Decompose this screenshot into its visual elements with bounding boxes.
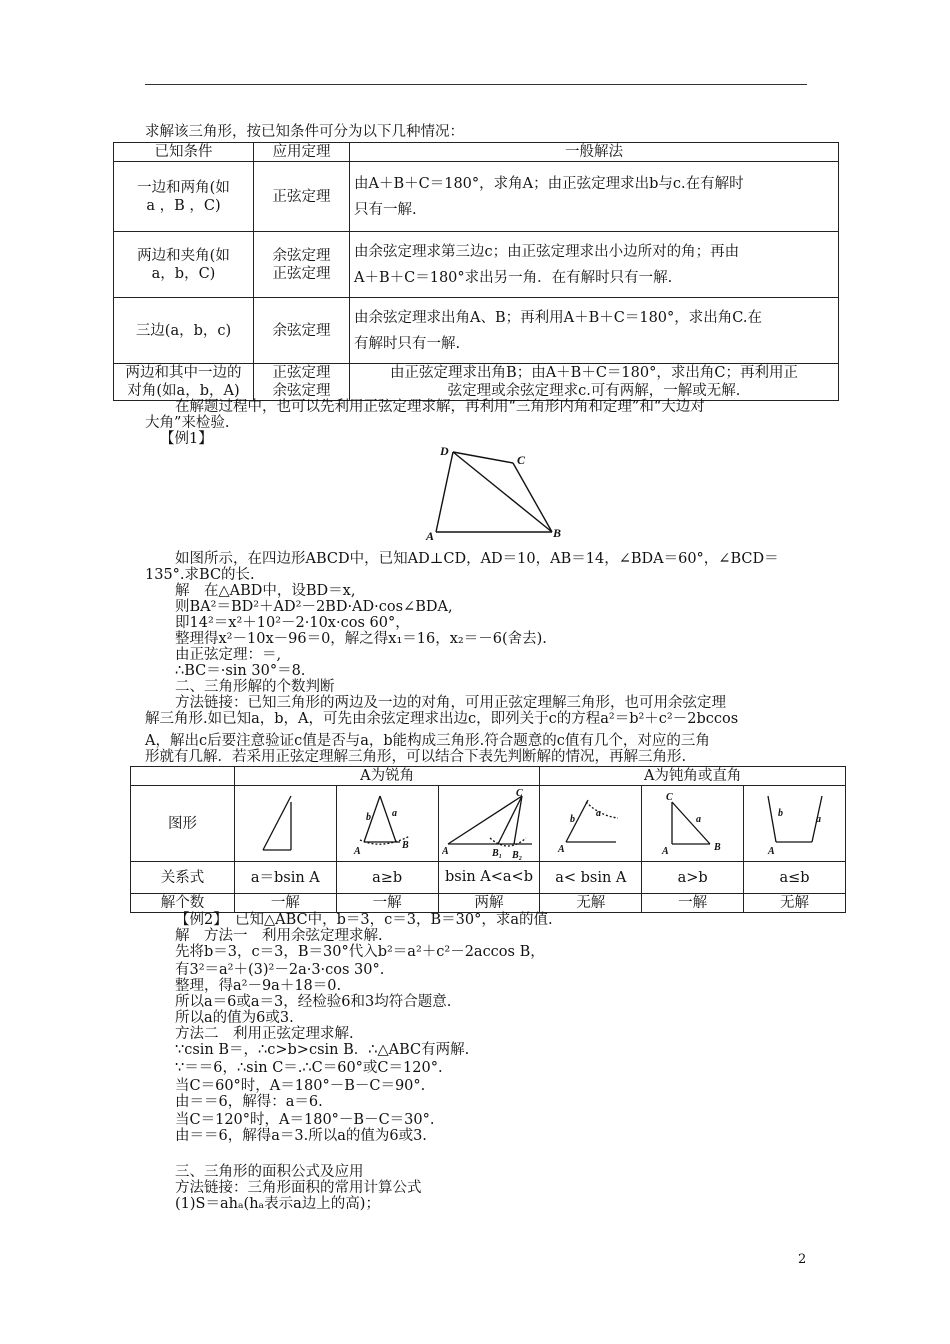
method-line: 由余弦定理求第三边c；由正弦定理求出小边所对的角；再由 (354, 243, 740, 260)
corner-cell (131, 767, 235, 786)
figure-a-geq-b (352, 792, 422, 856)
label-B: B (553, 526, 562, 540)
header-rule (145, 84, 807, 85)
row-label-relation: 关系式 (131, 862, 235, 894)
fig-label-a: a (695, 813, 701, 825)
cond-cell (114, 298, 254, 364)
ex2-line: 由＝＝6，解得a＝3.所以a的值为6或3. (175, 1128, 427, 1144)
cond-line: 两边和夹角(如 (137, 247, 230, 264)
fig-label-A: A (767, 845, 775, 856)
count-cell: 一解 (234, 894, 336, 913)
count-cell: 一解 (336, 894, 438, 913)
cond-line: 一边和两角(如 (137, 179, 230, 196)
ex2-line: 所以a的值为6或3. (175, 1010, 294, 1026)
ex1-line: 则BA²＝BD²＋AD²－2BD·AD·cos∠BDA, (175, 599, 453, 615)
fig-label-A: A (441, 845, 449, 857)
fig-label-b: b (777, 807, 783, 819)
relation-cell: a< bsin A (540, 862, 642, 894)
header-method: 一般解法 (350, 143, 839, 162)
method-cell (350, 364, 839, 401)
label-C: C (517, 453, 526, 467)
solution-count-table (130, 766, 846, 913)
fig-label-C: C (515, 787, 523, 799)
cond-line: a，b，C) (151, 265, 216, 282)
cond-line: 对角(如a，b，A) (127, 383, 240, 399)
thm-cell (254, 298, 350, 364)
ex1-line: 135°.求BC的长. (145, 567, 255, 583)
relation-cell: bsin A<a<b (438, 862, 540, 894)
row-label-figure: 图形 (131, 786, 235, 862)
acute-header: A为锐角 (234, 767, 540, 786)
method-link-line: 方法链接：已知三角形的两边及一边的对角，可用正弦定理解三角形，也可用余弦定理 (175, 695, 726, 711)
relation-cell: a＝bsin A (234, 862, 336, 894)
method-link-line: 解三角形.如已知a，b，A，可先由余弦定理求出边c，即列关于c的方程a²＝b²＋c²－2bccos (145, 711, 739, 727)
thm-cell (254, 232, 350, 298)
thm-line: 余弦定理 (272, 322, 331, 339)
fig-label-b: b (569, 813, 575, 825)
figure-cell-4 (540, 786, 642, 862)
obtuse-header: A为钝角或直角 (540, 767, 846, 786)
figure-cell-2 (336, 786, 438, 862)
fig-label-B2: B₂ (511, 849, 523, 860)
section3-heading: 三、三角形的面积公式及应用 (175, 1164, 364, 1180)
figure-cell-6 (744, 786, 846, 862)
figure-two-solutions (442, 788, 536, 860)
relation-cell: a>b (642, 862, 744, 894)
ex2-line: 有3²＝a²＋(3)²－2a·3·cos 30°. (175, 962, 385, 978)
ex2-line: 所以a＝6或a＝3，经检验6和3均符合题意. (175, 994, 452, 1010)
method-line: 有解时只有一解. (354, 335, 461, 352)
ex1-line: 由正弦定理：＝, (175, 647, 282, 663)
cond-cell (114, 232, 254, 298)
figure-cell-5 (642, 786, 744, 862)
count-cell: 无解 (744, 894, 846, 913)
fig-label-C: C (665, 791, 673, 803)
ex1-line: ∴BC＝·sin 30°＝8. (175, 663, 306, 679)
cond-line: 两边和其中一边的 (125, 365, 242, 381)
method-cell (350, 162, 839, 232)
ex1-line: 整理得x²－10x－96＝0，解之得x₁＝16，x₂＝－6(舍去). (175, 631, 547, 647)
header-known: 已知条件 (114, 143, 254, 162)
count-cell: 两解 (438, 894, 540, 913)
ex2-line: 解 方法一 利用余弦定理求解. (175, 928, 383, 944)
method-line: 弦定理或余弦定理求c.可有两解，一解或无解. (447, 383, 741, 399)
example2-title: 【例2】 已知△ABC中，b＝3，c＝3，B＝30°，求a的值. (175, 912, 553, 928)
label-A: A (426, 529, 435, 543)
thm-cell (254, 364, 350, 401)
cond-line: a ，B ，C) (146, 197, 221, 214)
count-cell: 一解 (642, 894, 744, 913)
thm-line: 正弦定理 (272, 265, 331, 282)
figure-cell-1 (234, 786, 336, 862)
thm-line: 余弦定理 (272, 247, 331, 264)
figure-no-solution (556, 792, 626, 856)
section3-line: (1)S＝ahₐ(hₐ表示a边上的高)； (175, 1196, 380, 1212)
relation-cell: a≥b (336, 862, 438, 894)
row-label-count: 解个数 (131, 894, 235, 913)
method-line: A＋B＋C＝180°求出另一角．在有解时只有一解. (354, 269, 673, 286)
fig-label-b: b (366, 811, 372, 823)
thm-line: 正弦定理 (272, 188, 331, 205)
ex1-line: 即14²＝x²＋10²－2·10x·cos 60°， (175, 615, 410, 631)
fig-label-A: A (557, 843, 565, 855)
method-line: 由余弦定理求出角A、B；再利用A＋B＋C＝180°，求出角C.在 (354, 309, 762, 326)
ex2-line: ∵csin B＝，∴c>b>csin B．∴△ABC有两解. (175, 1042, 470, 1058)
method-link-line: A，解出c后要注意验证c值是否与a，b能构成三角形.符合题意的c值有几个，对应的三角 (145, 733, 710, 749)
fig-label-A: A (354, 845, 361, 856)
fig-label-a: a (595, 807, 601, 819)
ex1-line: 解 在△ABD中，设BD＝x, (175, 583, 356, 599)
ex2-line: 方法二 利用正弦定理求解. (175, 1026, 354, 1042)
cond-line: 三边(a，b，c) (135, 322, 232, 339)
example1-label: 【例1】 (160, 431, 213, 447)
fig-label-a: a (392, 807, 398, 819)
fig-label-a: a (815, 813, 821, 825)
ex2-line: 先将b＝3，c＝3，B＝30°代入b²＝a²＋c²－2accos B， (175, 944, 545, 960)
page-number: 2 (798, 1252, 807, 1267)
fig-label-B: B (402, 839, 409, 851)
method-line: 只有一解. (354, 201, 417, 218)
figure-obtuse-no-solution (760, 792, 830, 856)
fig-label-A: A (661, 845, 669, 856)
header-theorem: 应用定理 (254, 143, 350, 162)
ex2-line: ∵＝＝6，∴sin C＝.∴C＝60°或C＝120°. (175, 1060, 443, 1076)
method-cell (350, 232, 839, 298)
section3-line: 方法链接：三角形面积的常用计算公式 (175, 1180, 422, 1196)
para1-line: 在解题过程中，也可以先利用正弦定理求解，再利用“三角形内角和定理”和“大边对 (175, 399, 705, 415)
method-link-line: 形就有几解．若采用正弦定理解三角形，可以结合下表先判断解的情况，再解三角形. (145, 749, 687, 765)
thm-line: 正弦定理 (272, 365, 331, 381)
label-D: D (440, 444, 449, 458)
solution-table (113, 142, 839, 401)
cond-cell (114, 364, 254, 401)
ex2-line: 由＝＝6，解得：a＝6. (175, 1094, 323, 1110)
para1-line: 大角”来检验. (145, 415, 230, 431)
method-line: 由A＋B＋C＝180°，求角A；由正弦定理求出b与c.在有解时 (354, 175, 744, 192)
ex2-line: 整理，得a²－9a＋18＝0. (175, 978, 342, 994)
ex2-line: 当C＝120°时，A＝180°－B－C＝30°. (175, 1112, 435, 1128)
thm-line: 余弦定理 (272, 383, 331, 399)
fig-label-B1: B₁ (491, 847, 503, 859)
ex1-line: 如图所示，在四边形ABCD中，已知AD⊥CD，AD＝10，AB＝14，∠BDA＝60°，∠BCD＝ (175, 551, 779, 567)
method-cell (350, 298, 839, 364)
thm-cell (254, 162, 350, 232)
count-cell: 无解 (540, 894, 642, 913)
intro-text: 求解该三角形，按已知条件可分为以下几种情况： (145, 124, 464, 140)
ex2-line: 当C＝60°时，A＝180°－B－C＝90°. (175, 1078, 426, 1094)
method-line: 由正弦定理求出角B；由A＋B＋C＝180°，求出角C；再利用正 (390, 365, 798, 381)
relation-cell: a≤b (744, 862, 846, 894)
fig-label-B: B (713, 841, 721, 853)
figure-one-solution-right (255, 792, 315, 856)
quadrilateral-figure (420, 440, 570, 545)
figure-obtuse-one-solution (658, 792, 728, 856)
figure-cell-3 (438, 786, 540, 862)
section2-heading: 二、三角形解的个数判断 (175, 679, 335, 695)
cond-cell (114, 162, 254, 232)
